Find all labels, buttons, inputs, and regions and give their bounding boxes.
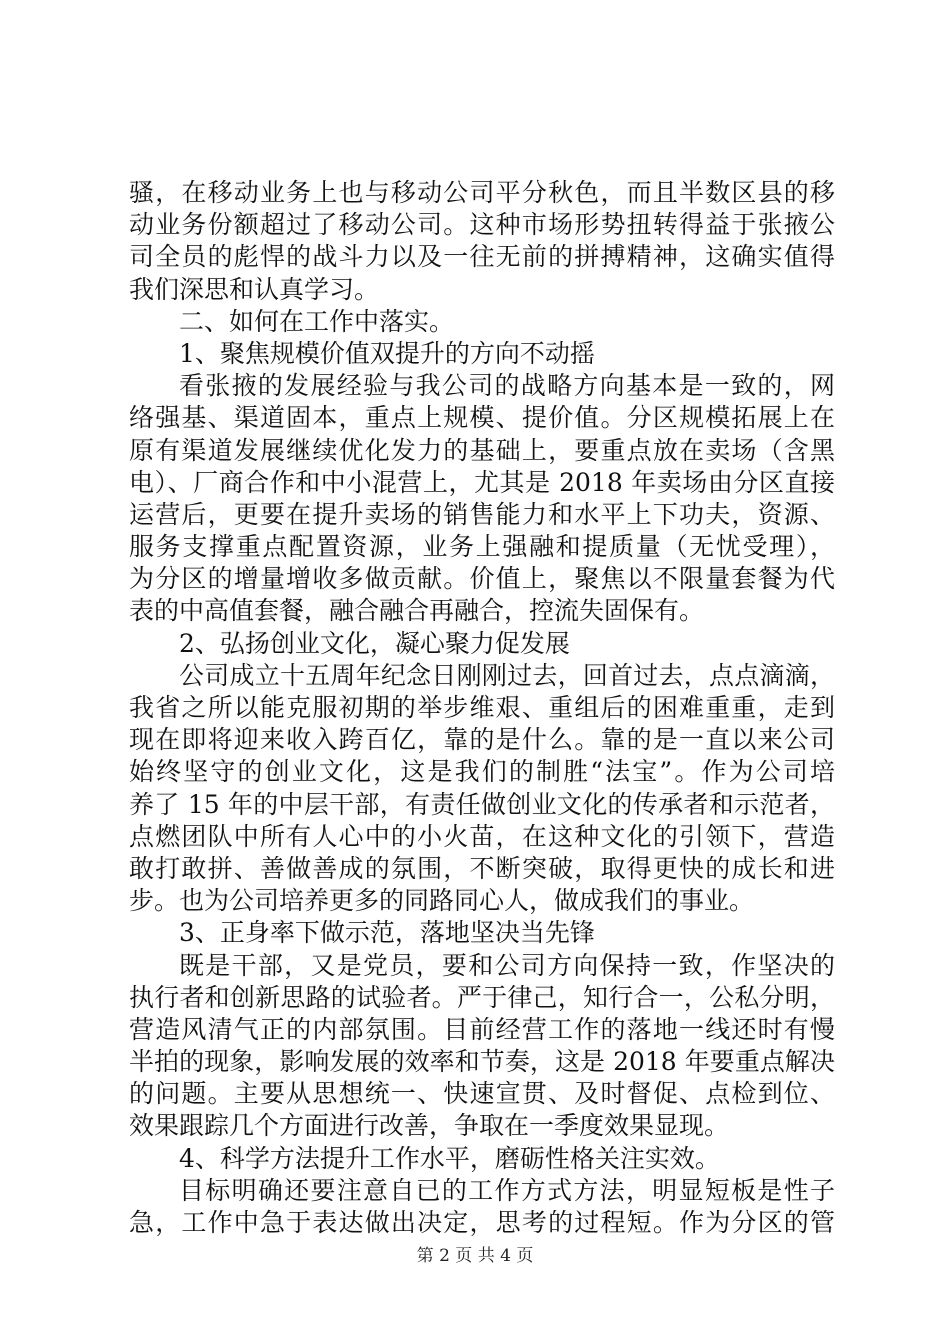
text-line: 动业务份额超过了移动公司。这种市场形势扭转得益于张掖公 bbox=[129, 210, 835, 240]
text-line: 络强基、渠道固本，重点上规模、提价值。分区规模拓展上在 bbox=[129, 403, 835, 433]
text-line: 司全员的彪悍的战斗力以及一往无前的拼搏精神，这确实值得 bbox=[129, 242, 835, 272]
body-text bbox=[129, 177, 835, 1239]
text-line: 营造风清气正的内部氛围。目前经营工作的落地一线还时有慢 bbox=[129, 1014, 835, 1044]
text-line: 公司成立十五周年纪念日刚刚过去，回首过去，点点滴滴， bbox=[179, 660, 835, 690]
text-line: 服务支撑重点配置资源，业务上强融和提质量（无忧受理）， bbox=[129, 532, 835, 562]
text-line: 3、正身率下做示范，落地坚决当先锋 bbox=[179, 918, 595, 948]
text-line: 我省之所以能克服初期的举步维艰、重组后的困难重重，走到 bbox=[129, 693, 835, 722]
text-line: 急，工作中急于表达做出决定，思考的过程短。作为分区的管 bbox=[129, 1208, 835, 1237]
text-line: 步。也为公司培养更多的同路同心人，做成我们的事业。 bbox=[129, 886, 755, 916]
text-line: 现在即将迎来收入跨百亿，靠的是什么。靠的是一直以来公司 bbox=[129, 725, 835, 755]
text-line: 二、如何在工作中落实。 bbox=[179, 306, 455, 336]
text-line: 半拍的现象，影响发展的效率和节奏，这是 2018 年要重点解决 bbox=[129, 1047, 835, 1077]
text-line: 为分区的增量增收多做贡献。价值上，聚焦以不限量套餐为代 bbox=[129, 564, 835, 594]
text-line: 执行者和创新思路的试验者。严于律己，知行合一，公私分明， bbox=[129, 982, 835, 1012]
text-line: 的问题。主要从思想统一、快速宣贯、及时督促、点检到位、 bbox=[129, 1079, 835, 1109]
text-line: 始终坚守的创业文化，这是我们的制胜“法宝”。作为公司培 bbox=[129, 757, 835, 787]
text-line: 1、聚焦规模价值双提升的方向不动摇 bbox=[179, 338, 595, 368]
text-line: 看张掖的发展经验与我公司的战略方向基本是一致的，网 bbox=[179, 371, 835, 401]
text-line: 2、弘扬创业文化，凝心聚力促发展 bbox=[179, 628, 570, 658]
text-line: 点燃团队中所有人心中的小火苗，在这种文化的引领下，营造 bbox=[129, 821, 835, 851]
text-line: 表的中高值套餐，融合融合再融合，控流失固保有。 bbox=[129, 596, 705, 626]
text-line: 目标明确还要注意自已的工作方式方法，明显短板是性子 bbox=[179, 1175, 835, 1205]
text-line: 运营后，更要在提升卖场的销售能力和水平上下功夫，资源、 bbox=[129, 499, 835, 529]
text-line: 4、科学方法提升工作水平，磨砺性格关注实效。 bbox=[179, 1143, 720, 1173]
text-line: 原有渠道发展继续优化发力的基础上，要重点放在卖场（含黑 bbox=[129, 435, 835, 465]
text-line: 效果跟踪几个方面进行改善，争取在一季度效果显现。 bbox=[129, 1111, 730, 1141]
text-line: 骚，在移动业务上也与移动公司平分秋色，而且半数区县的移 bbox=[129, 178, 835, 207]
text-line: 我们深思和认真学习。 bbox=[129, 274, 380, 304]
text-line: 电）、厂商合作和中小混营上，尤其是 2018 年卖场由分区直接 bbox=[129, 467, 835, 497]
text-line: 养了 15 年的中层干部，有责任做创业文化的传承者和示范者， bbox=[129, 789, 835, 819]
text-line: 敢打敢拼、善做善成的氛围，不断突破，取得更快的成长和进 bbox=[129, 853, 835, 883]
text-line: 既是干部，又是党员，要和公司方向保持一致，作坚决的 bbox=[179, 950, 835, 980]
page-footer: 第 2 页 共 4 页 bbox=[416, 1246, 534, 1266]
